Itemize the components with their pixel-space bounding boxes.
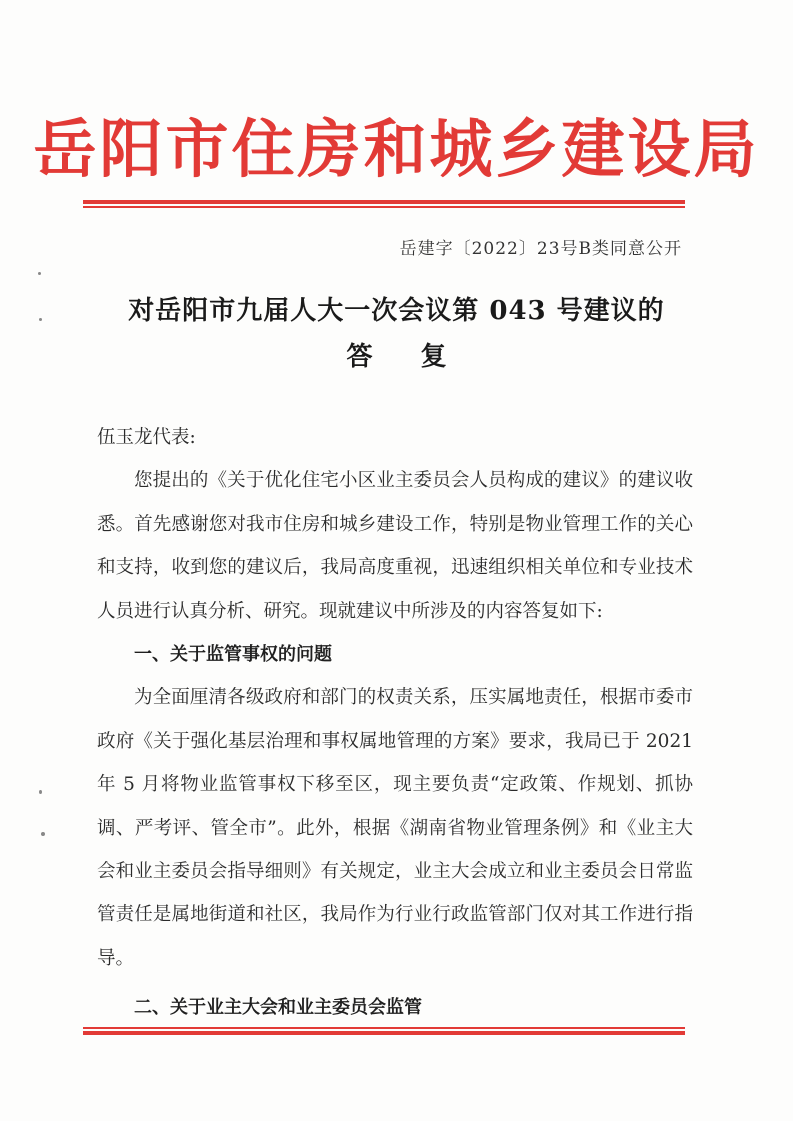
footer-rule-thick [83,1031,685,1035]
intro-paragraph: 您提出的《关于优化住宅小区业主委员会人员构成的建议》的建议收悉。首先感谢您对我市住房和城乡建设工作，特别是物业管理工作的关心和支持，收到您的建议后，我局高度重视，迅速组织相关单位和专业技术人员进行认真分析、研究。现就建议中所涉及的内容答复如下: [97,470,693,622]
reply-title-line1: 对岳阳市九届人大一次会议第 043 号建议的 [128,296,665,326]
scan-speck [41,832,45,836]
document-number: 岳建字〔2022〕23号B类同意公开 [399,239,682,259]
letterhead-title: 岳阳市住房和城乡建设局 [33,113,760,186]
letter-body [97,416,693,1030]
section-heading-2: 二、关于业主大会和业主委员会监管 [134,997,422,1019]
footer-rule-thin [83,1027,685,1029]
section-1-paragraph: 为全面厘清各级政府和部门的权责关系，压实属地责任，根据市委市政府《关于强化基层治理和事权属地管理的方案》要求，我局已于 2021 年 5 月将物业监管事权下移至区，现主要负责“定政策、作规划、抓协调、严考评、管全市”。此外，根据《湖南省物业管理条例》和《业主大会和业主委员会指导细则》有关规定，业主大会成立和业主委员会日常监管责任是属地街道和社区，我局作为行业行政监管部门仅对其工作进行指导。 [97,687,693,969]
section-heading-1: 一、关于监管事权的问题 [134,644,332,666]
header-rule-thick [83,200,685,204]
scan-speck [38,272,41,275]
scan-speck [39,318,42,321]
reply-title-line2: 答复 [346,342,495,372]
salutation: 伍玉龙代表: [97,427,196,448]
header-rule-thin [83,206,685,208]
scan-speck [39,790,42,794]
